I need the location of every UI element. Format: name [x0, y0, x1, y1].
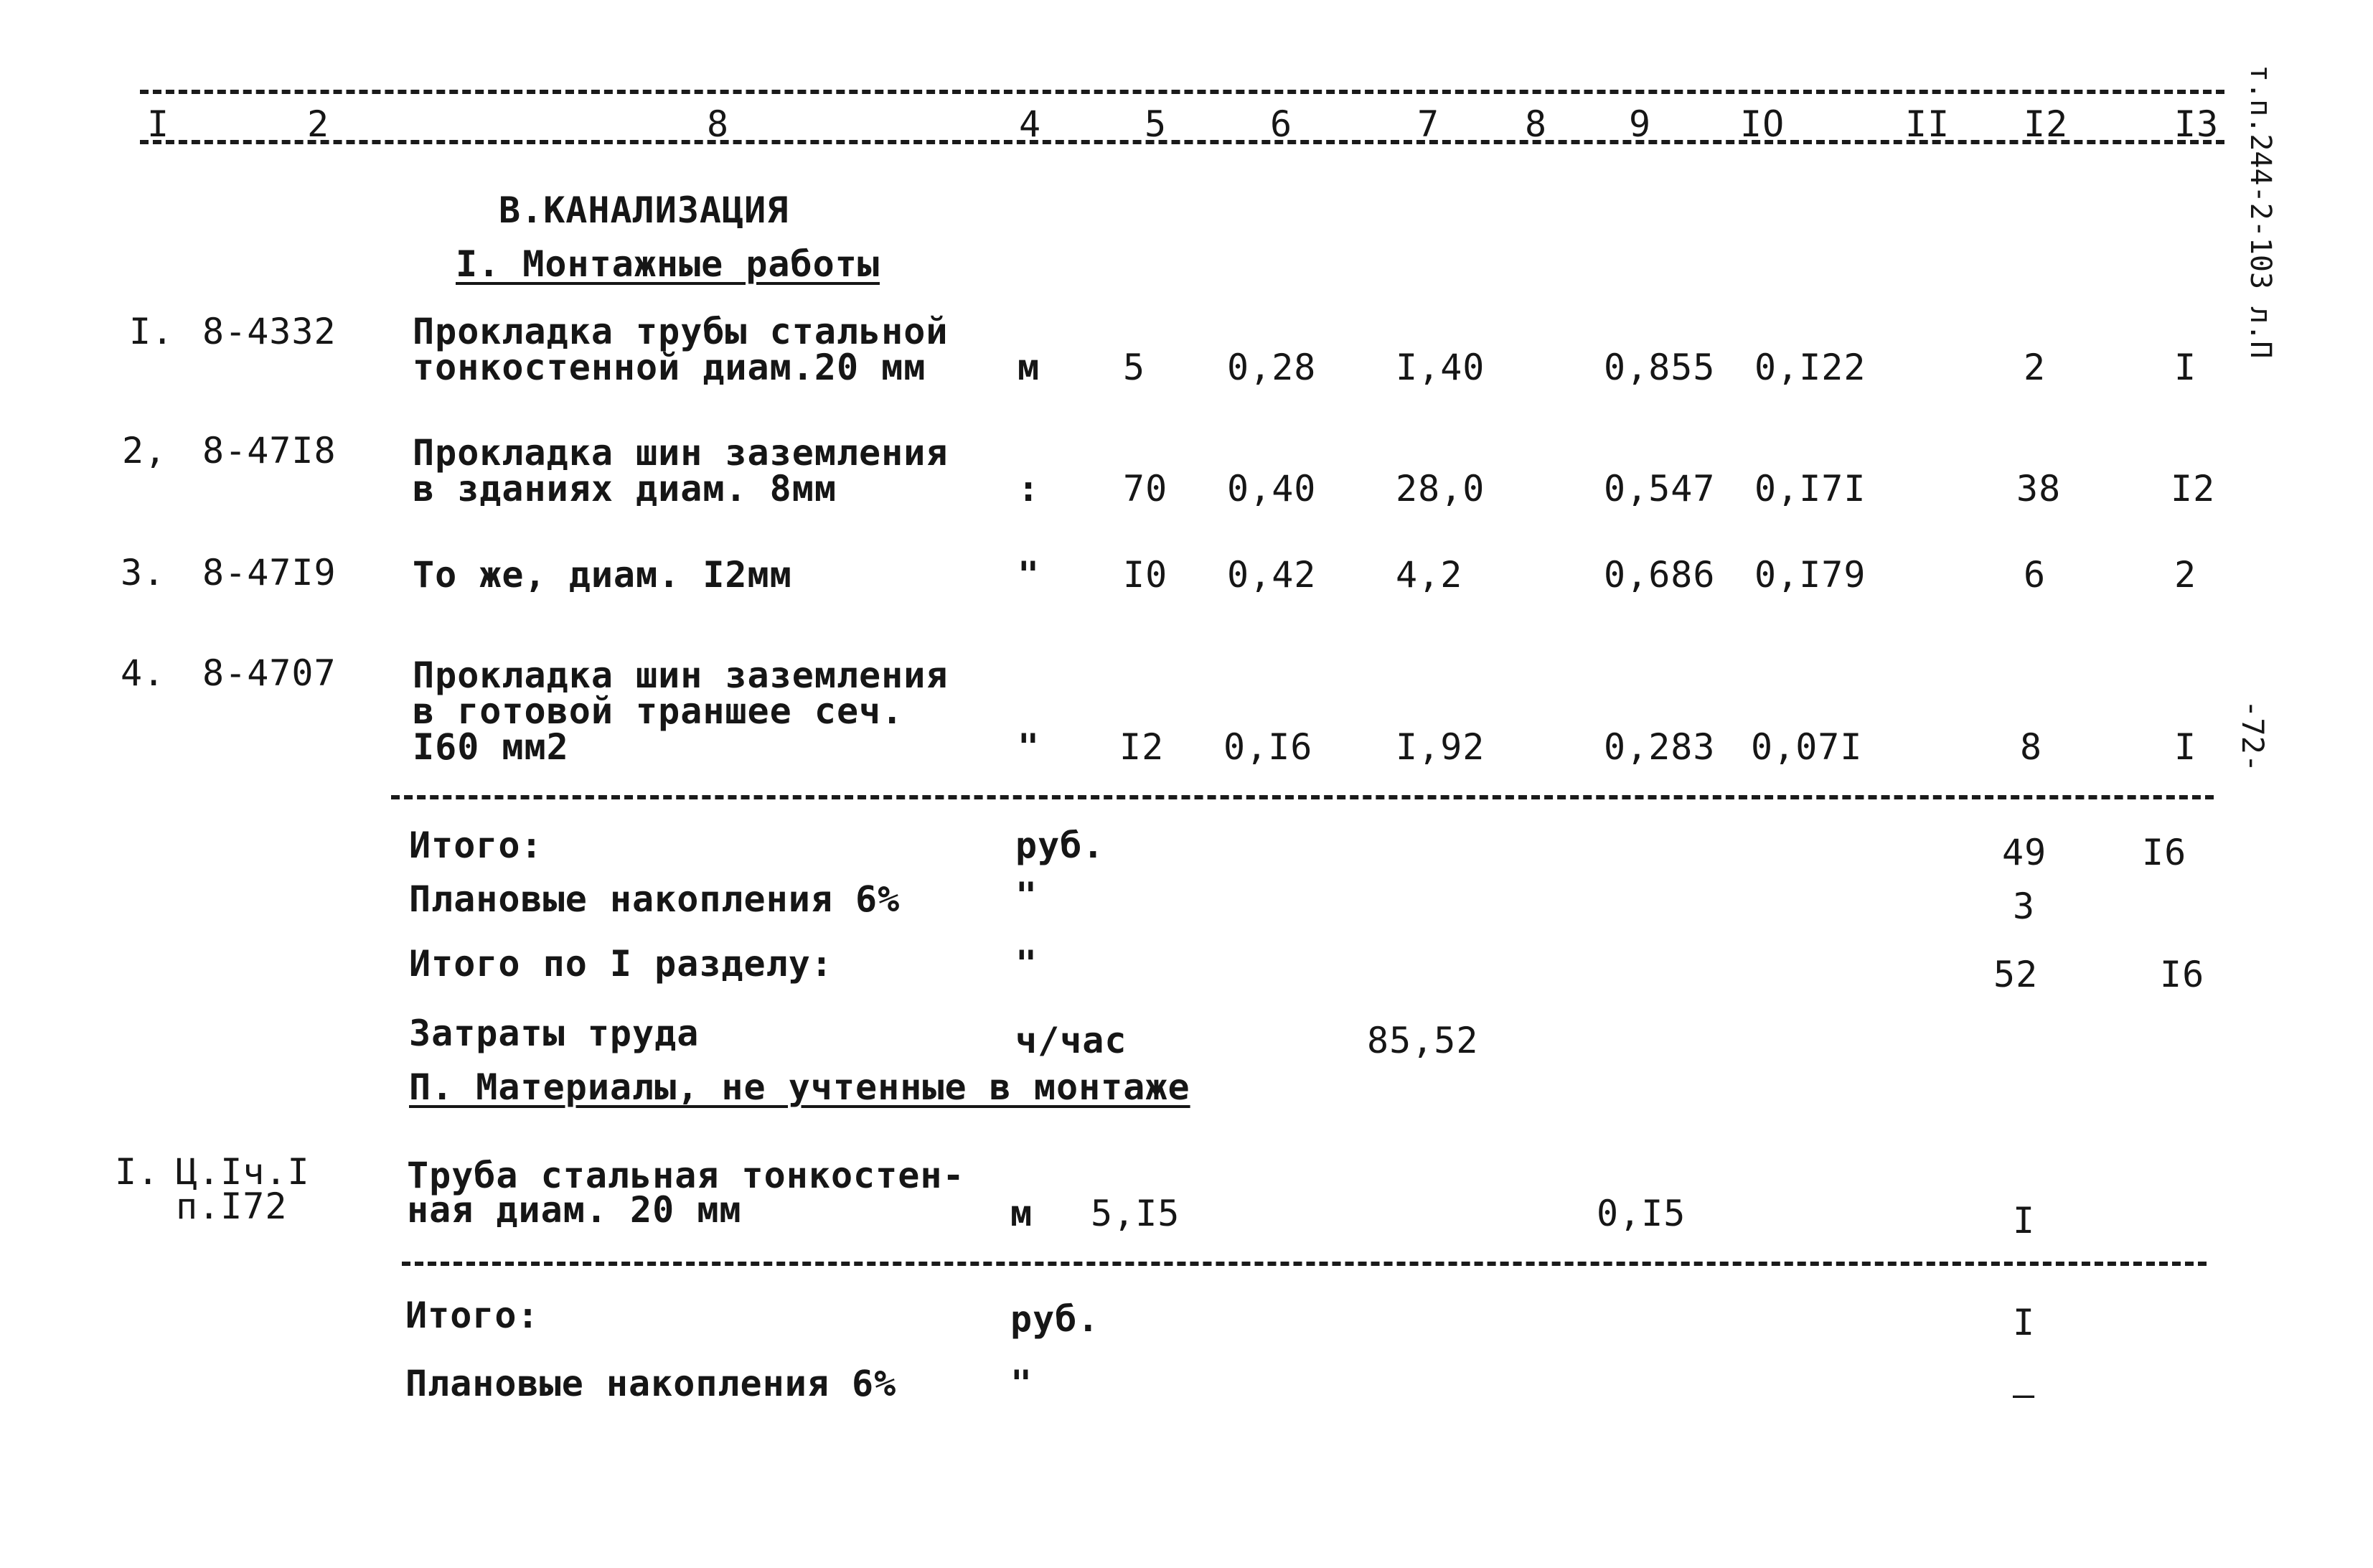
row-col10: 0,I22: [1754, 347, 1866, 388]
part1-title: I. Монтажные работы: [456, 243, 880, 285]
col-num-7: 7: [1417, 103, 1440, 145]
row-name-line1: Прокладка шин заземления: [413, 654, 949, 696]
row-code-line1: Ц.Iч.I: [176, 1151, 310, 1193]
row-name-line2: в зданиях диам. 8мм: [413, 468, 837, 510]
row-name-line1: Прокладка трубы стальной: [413, 311, 949, 352]
row-col6: 0,I6: [1223, 726, 1313, 768]
total-label: Плановые накопления 6%: [409, 878, 901, 920]
total-label: Итого:: [409, 825, 543, 866]
row-unit: м: [1010, 1193, 1033, 1234]
total-unit: руб.: [1010, 1298, 1100, 1340]
total-unit: руб.: [1015, 825, 1105, 866]
row-quantity: I0: [1123, 554, 1168, 596]
total-label: Плановые накопления 6%: [405, 1363, 897, 1404]
row-col10: 0,I79: [1754, 554, 1866, 596]
row-col10: 0,I7I: [1754, 468, 1866, 510]
row-code: 8-47I9: [202, 552, 337, 593]
row-unit: ": [1018, 726, 1040, 768]
row-unit: :: [1018, 468, 1040, 510]
row-col6: 0,28: [1227, 347, 1317, 388]
total-col12: 52: [1993, 954, 2039, 995]
row-name-line1: Труба стальная тонкостен-: [407, 1155, 965, 1196]
row-name-line2: в готовой траншее сеч.: [413, 690, 904, 732]
row-name-line2: ная диам. 20 мм: [407, 1189, 742, 1231]
row-unit: ": [1018, 554, 1040, 596]
row-quantity: 5: [1123, 347, 1146, 388]
col-num-2: 2: [307, 103, 330, 145]
row-quantity: 5,I5: [1091, 1193, 1180, 1234]
row-quantity: 70: [1123, 468, 1168, 510]
col-num-8: 8: [1525, 103, 1548, 145]
row-col9: 0,855: [1604, 347, 1716, 388]
side-document-code: т.п.244-2-103 л.П: [2244, 65, 2277, 359]
row-col13: I: [2174, 347, 2197, 388]
total-col12: –: [2013, 1374, 2036, 1415]
row-col13: I: [2174, 726, 2197, 768]
total-unit: ч/час: [1015, 1020, 1127, 1061]
row-number: I.: [115, 1151, 160, 1193]
row-col12: 8: [2020, 726, 2043, 768]
col-num-6: 6: [1270, 103, 1293, 145]
row-col10: 0,07I: [1751, 726, 1863, 768]
row-col7: 28,0: [1396, 468, 1485, 510]
row-col9: 0,547: [1604, 468, 1716, 510]
total-unit: ": [1010, 1363, 1033, 1404]
row-col7: I,92: [1396, 726, 1485, 768]
total-label: Затраты труда: [409, 1013, 700, 1054]
total-label: Итого:: [405, 1295, 540, 1336]
row-col7: I,40: [1396, 347, 1485, 388]
col-num-3: 8: [707, 103, 730, 145]
part2-title: П. Материалы, не учтенные в монтаже: [409, 1066, 1190, 1108]
row-col12: 2: [2024, 347, 2047, 388]
row-code: 8-4332: [202, 311, 337, 352]
row-quantity: I2: [1119, 726, 1165, 768]
total-col12: 49: [2002, 832, 2047, 873]
total-unit: ": [1015, 875, 1038, 916]
col-num-1: I: [147, 103, 170, 145]
row-name-line1: То же, диам. I2мм: [413, 554, 792, 596]
col-num-10: IO: [1740, 103, 1785, 145]
section-title: В.КАНАЛИЗАЦИЯ: [499, 189, 789, 231]
part2-totals-rule: [402, 1262, 2207, 1266]
row-col12: 6: [2024, 554, 2047, 596]
part1-totals-rule: [391, 795, 2214, 799]
row-col9: 0,I5: [1597, 1193, 1686, 1234]
row-number: I.: [129, 311, 174, 352]
total-col13: I6: [2160, 954, 2205, 995]
total-unit: ": [1015, 943, 1038, 985]
row-number: 4.: [121, 652, 166, 694]
row-col12: 38: [2016, 468, 2062, 510]
col-num-13: I3: [2174, 103, 2219, 145]
row-number: 2,: [122, 430, 167, 471]
header-top-rule: [140, 90, 2224, 94]
row-code: 8-47I8: [202, 430, 337, 471]
row-col12: I: [2013, 1200, 2036, 1241]
row-col13: I2: [2171, 468, 2216, 510]
row-col9: 0,283: [1604, 726, 1716, 768]
total-col7: 85,52: [1367, 1020, 1479, 1061]
row-code-line2: п.I72: [176, 1186, 288, 1227]
total-label: Итого по I разделу:: [409, 943, 833, 985]
col-num-9: 9: [1629, 103, 1652, 145]
row-number: 3.: [121, 552, 166, 593]
row-col7: 4,2: [1396, 554, 1463, 596]
col-num-12: I2: [2024, 103, 2069, 145]
col-num-11: II: [1905, 103, 1950, 145]
row-col6: 0,40: [1227, 468, 1317, 510]
total-col12: I: [2013, 1302, 2036, 1343]
row-col13: 2: [2174, 554, 2197, 596]
row-name-line1: Прокладка шин заземления: [413, 432, 949, 474]
row-name-line2: тонкостенной диам.20 мм: [413, 347, 926, 388]
row-unit: м: [1018, 347, 1040, 388]
page-marker: -72-: [2235, 700, 2270, 773]
total-col13: I6: [2142, 832, 2187, 873]
row-code: 8-4707: [202, 652, 337, 694]
col-num-5: 5: [1145, 103, 1167, 145]
row-name-line3: I60 мм2: [413, 726, 569, 768]
col-num-4: 4: [1019, 103, 1042, 145]
total-col12: 3: [2013, 886, 2036, 927]
row-col9: 0,686: [1604, 554, 1716, 596]
row-col6: 0,42: [1227, 554, 1317, 596]
